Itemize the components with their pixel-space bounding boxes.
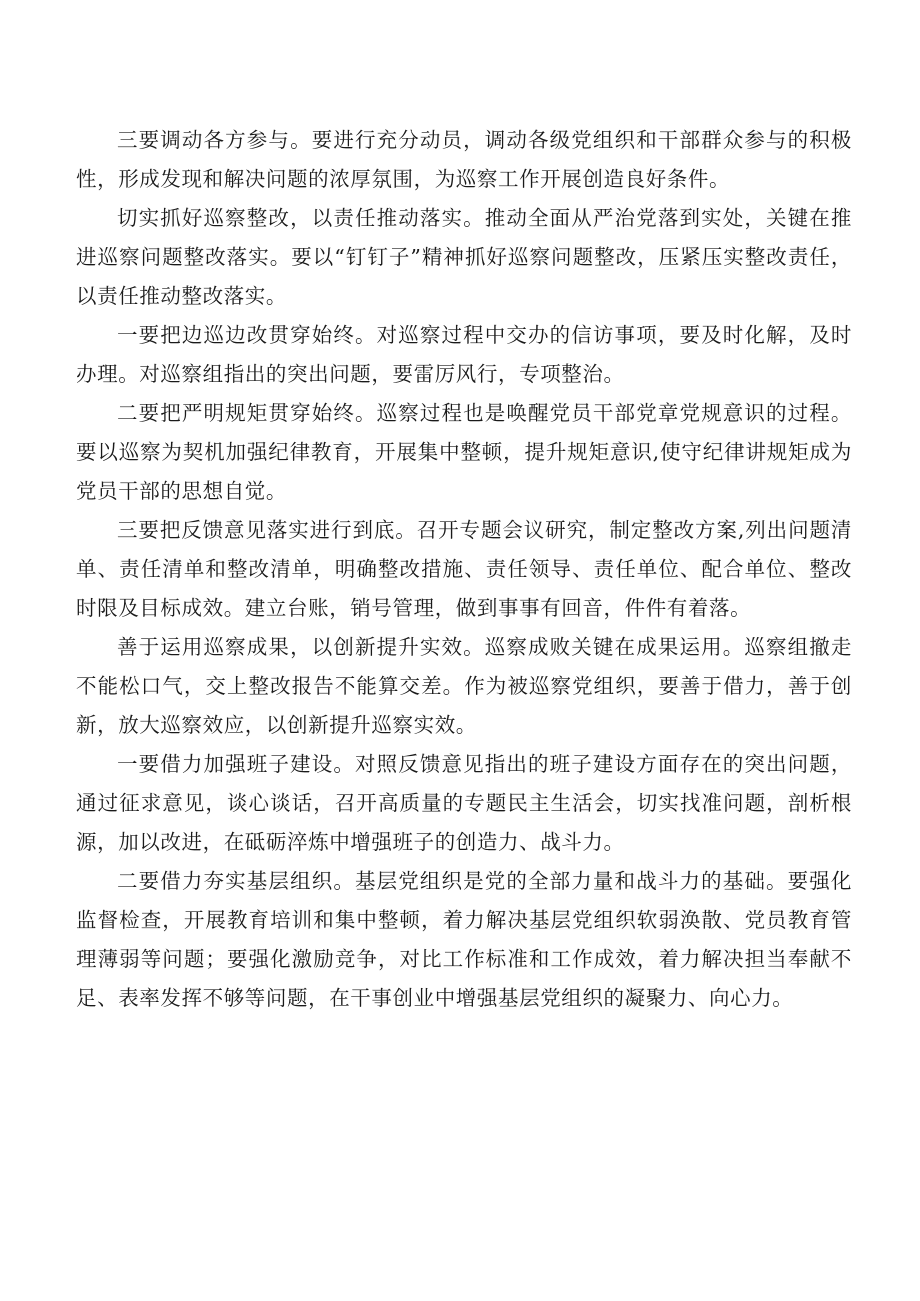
paragraph-5: 三要把反馈意见落实进行到底。召开专题会议研究，制定整改方案,列出问题清单、责任清单和整改清单，明确整改措施、责任领导、责任单位、配合单位、整改时限及目标成效。建立台账，销号管理，做到事事有回音，件件有着落。 [76,518,852,620]
document-body [76,121,852,1018]
paragraph-2: 切实抓好巡察整改，以责任推动落实。推动全面从严治党落到实处，关键在推进巡察问题整改落实。要以“钉钉子”精神抓好巡察问题整改，压紧压实整改责任，以责任推动整改落实。 [76,206,852,308]
paragraph-8: 二要借力夯实基层组织。基层党组织是党的全部力量和战斗力的基础。要强化监督检查，开展教育培训和集中整顿，着力解决基层党组织软弱涣散、党员教育管理薄弱等问题；要强化激励竞争，对比工作标准和工作成效，着力解决担当奉献不足、表率发挥不够等问题，在干事创业中增强基层党组织的凝聚力、向心力。 [76,869,852,1010]
paragraph-6: 善于运用巡察成果，以创新提升实效。巡察成败关键在成果运用。巡察组撤走不能松口气，交上整改报告不能算交差。作为被巡察党组织，要善于借力，善于创新，放大巡察效应，以创新提升巡察实效。 [76,635,852,737]
paragraph-1: 三要调动各方参与。要进行充分动员，调动各级党组织和干部群众参与的积极性，形成发现和解决问题的浓厚氛围，为巡察工作开展创造良好条件。 [76,128,852,191]
paragraph-4: 二要把严明规矩贯穿始终。巡察过程也是唤醒党员干部党章党规意识的过程。要以巡察为契机加强纪律教育，开展集中整顿，提升规矩意识,使守纪律讲规矩成为党员干部的思想自觉。 [76,401,852,503]
paragraph-3: 一要把边巡边改贯穿始终。对巡察过程中交办的信访事项，要及时化解，及时办理。对巡察组指出的突出问题，要雷厉风行，专项整治。 [76,323,852,386]
paragraph-7: 一要借力加强班子建设。对照反馈意见指出的班子建设方面存在的突出问题，通过征求意见，谈心谈话，召开高质量的专题民主生活会，切实找准问题，剖析根源，加以改进，在砥砺淬炼中增强班子的创造力、战斗力。 [76,752,852,854]
